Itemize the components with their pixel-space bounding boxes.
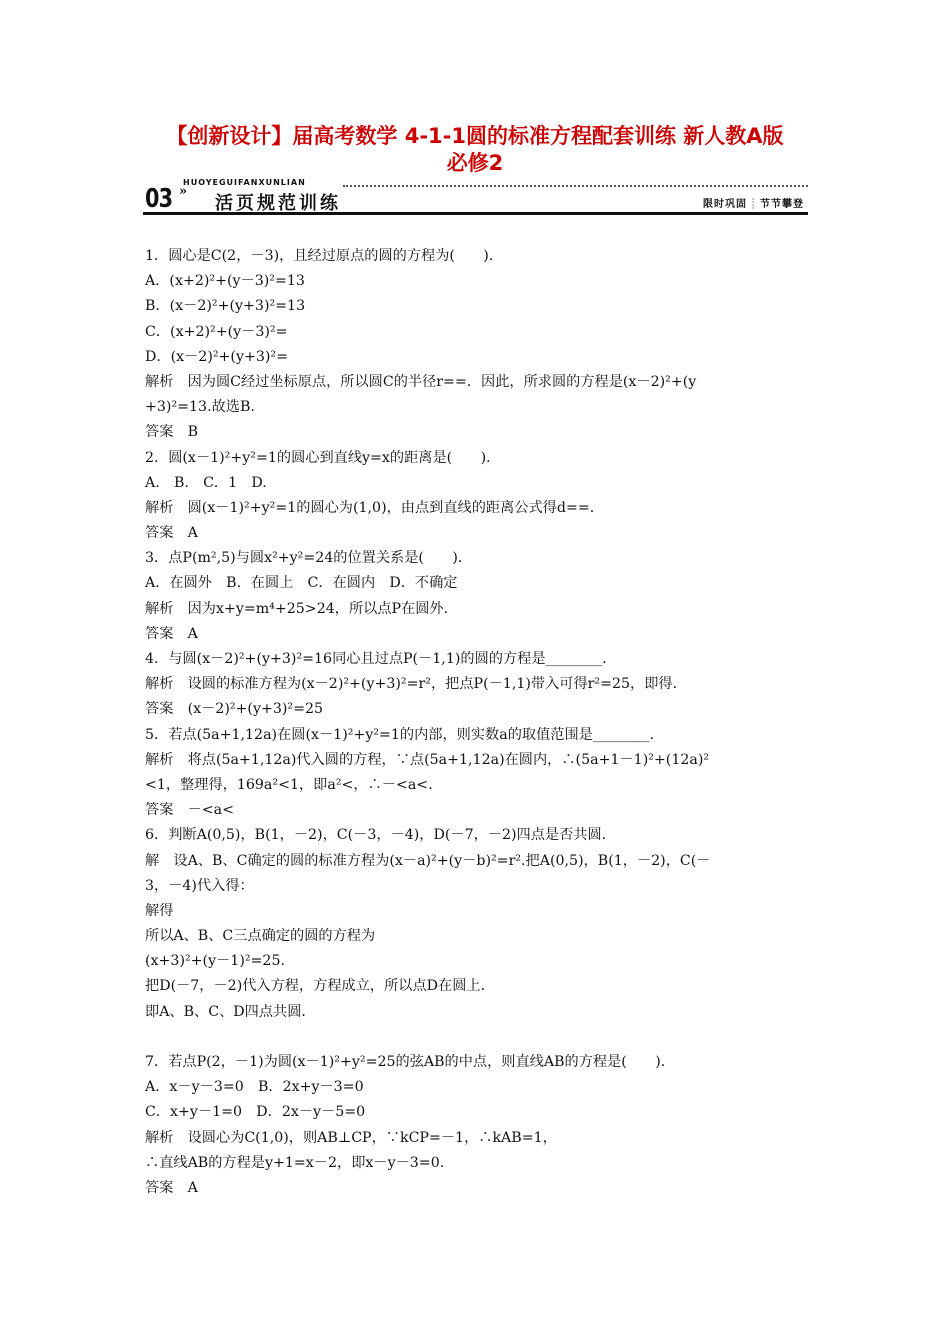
- text-line: 答案 －<a<: [145, 802, 234, 819]
- text-line: C．(x+2)²+(y－3)²=: [145, 323, 288, 340]
- text-line: 即A、B、C、D四点共圆．: [145, 1003, 316, 1020]
- text-line: 6．判断A(0,5)，B(1，－2)，C(－3，－4)，D(－7，－2)四点是否共圆．: [145, 827, 616, 844]
- text-line: 解析 因为x+y=m⁴+25>24，所以点P在圆外．: [145, 600, 458, 617]
- text-line: 解析 因为圆C经过坐标原点，所以圆C的半径r==．因此，所求圆的方程是(x－2)²+(y: [145, 373, 697, 390]
- section-title: 活页规范训练: [215, 193, 341, 214]
- text-line: 答案 A: [145, 525, 198, 542]
- text-line: +3)²=13.故选B.: [145, 399, 255, 416]
- text-line: 3．点P(m²,5)与圆x²+y²=24的位置关系是( )．: [145, 550, 473, 567]
- text-line: 1．圆心是C(2，－3)，且经过原点的圆的方程为( )．: [145, 248, 504, 264]
- banner-rule: [143, 212, 808, 215]
- dotted-divider: [343, 185, 808, 187]
- text-line: (x+3)²+(y－1)²=25.: [145, 953, 285, 970]
- section-banner: [143, 180, 808, 216]
- text-line: A. B. C．1 D.: [145, 474, 267, 491]
- title-line-2: 必修2: [446, 151, 504, 175]
- text-line: 3，－4)代入得：: [145, 877, 254, 894]
- text-line: 答案 A: [145, 1179, 198, 1196]
- text-line: C．x+y－1=0 D．2x－y－5=0: [145, 1104, 366, 1121]
- double-arrow-icon: »: [179, 184, 188, 199]
- tagline-left: 限时巩固: [702, 199, 747, 210]
- text-line: 解析 圆(x－1)²+y²=1的圆心为(1,0)，由点到直线的距离公式得d==.: [145, 499, 595, 516]
- text-line: 解 设A、B、C确定的圆的标准方程为(x－a)²+(y－b)²=r².把A(0,5)，B(1，－2)，C(－: [145, 852, 711, 869]
- text-line: 4．与圆(x－2)²+(y+3)²=16同心且过点P(－1,1)的圆的方程是________．: [145, 651, 617, 667]
- section-number: 03: [145, 184, 173, 214]
- text-line: A．x－y－3=0 B．2x+y－3=0: [145, 1079, 364, 1096]
- text-line: 答案 B: [145, 424, 198, 441]
- text-line: <1，整理得，169a²<1，即a²<，∴－<a<．: [145, 776, 443, 793]
- text-line: A．在圆外 B．在圆上 C．在圆内 D．不确定: [145, 575, 458, 592]
- text-line: D．(x－2)²+(y+3)²=: [145, 348, 288, 365]
- text-line: 解得: [145, 902, 174, 919]
- text-line: 7．若点P(2，－1)为圆(x－1)²+y²=25的弦AB的中点，则直线AB的方程是( )．: [145, 1054, 675, 1070]
- text-line: ∴直线AB的方程是y+1=x－2，即x－y－3=0.: [145, 1154, 445, 1171]
- section-tagline: [703, 195, 804, 210]
- text-line: 解析 将点(5a+1,12a)代入圆的方程，∵点(5a+1,12a)在圆内，∴(5a+1－1)²+(12a)²: [145, 751, 710, 768]
- text-line: B．(x－2)²+(y+3)²=13: [145, 298, 306, 315]
- text-line: A．(x+2)²+(y－3)²=13: [145, 273, 305, 290]
- text-line: 把D(－7，－2)代入方程，方程成立，所以点D在圆上．: [145, 978, 495, 995]
- document-title: [0, 123, 950, 177]
- tagline-separator: ┊: [749, 199, 757, 210]
- text-line: 答案 A: [145, 625, 198, 642]
- text-line: [145, 1025, 810, 1050]
- text-line: 所以A、B、C三点确定的圆的方程为: [145, 928, 376, 945]
- section-pinyin: HUOYEGUIFANXUNLIAN: [183, 178, 306, 187]
- text-line: 解析 设圆的标准方程为(x－2)²+(y+3)²=r²，把点P(－1,1)带入可得r²=25，即得．: [145, 676, 687, 693]
- text-line: 2．圆(x－1)²+y²=1的圆心到直线y=x的距离是( )．: [145, 449, 501, 466]
- exercise-body: [145, 244, 810, 1201]
- text-line: 答案 (x－2)²+(y+3)²=25: [145, 701, 324, 718]
- tagline-right: 节节攀登: [760, 199, 804, 210]
- text-line: 5．若点(5a+1,12a)在圆(x－1)²+y²=1的内部，则实数a的取值范围是________．: [145, 726, 664, 743]
- text-line: 解析 设圆心为C(1,0)，则AB⊥CP，∵kCP=－1，∴kAB=1，: [145, 1129, 557, 1146]
- title-line-1: 【创新设计】届高考数学 4-1-1圆的标准方程配套训练 新人教A版: [166, 124, 784, 148]
